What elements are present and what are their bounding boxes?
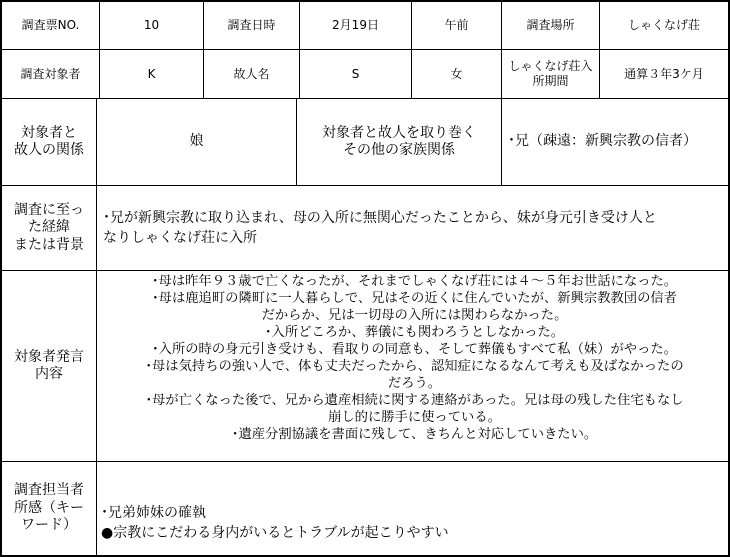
- deceased-label: 故人名: [204, 50, 300, 99]
- family-relation-label: [297, 99, 502, 186]
- statement-label: [2, 271, 97, 462]
- statement-line: ･母は昨年９３歳で亡くなったが、それまでしゃくなげ荘には４～５年お世話になった。: [151, 274, 678, 289]
- background-label-line-1: 調査に至っ: [14, 201, 84, 218]
- background-label-line-2: た経緯: [28, 219, 70, 236]
- stay-period-label: [502, 50, 600, 99]
- statement-line: ･母は気持ちの強い人で、体も丈夫だったから、認知症になるなんて考えも及ばなかったの: [145, 359, 684, 374]
- stay-period-value: 通算３年3ケ月: [600, 50, 728, 99]
- survey-no-label: 調査票NO.: [2, 2, 100, 50]
- statement-line: ･母は鹿追町の隣町に一人暮らしで、兄はその近くに住んでいたが、新興宗教教団の信者: [152, 291, 677, 306]
- keyword-line-1: ･兄弟姉妹の確執: [101, 505, 206, 521]
- survey-place-label: 調査場所: [502, 2, 600, 50]
- background-label: [2, 186, 97, 271]
- statement-line: 崩し的に勝手に使っている。: [328, 410, 501, 425]
- stay-period-label-line-2: 所期間: [532, 74, 569, 88]
- survey-date-label: 調査日時: [204, 2, 300, 50]
- subject-value: K: [100, 50, 204, 99]
- statement-line: ･母が亡くなった後で、兄から遺産相続に関する連絡があった。兄は母の残した住宅もなし: [145, 393, 684, 408]
- keywords-label-line-2: 所感（キー: [14, 499, 84, 516]
- background-line-1: ･兄が新興宗教に取り込まれ、母の入所に無関心だったことから、妹が身元引き受け人と: [103, 210, 657, 226]
- survey-place-value: しゃくなげ荘: [600, 2, 728, 50]
- background-line-2: なりしゃくなげ荘に入所: [103, 230, 257, 246]
- relation-value: 娘: [97, 99, 297, 186]
- family-relation-value: ･兄（疎遠：新興宗教の信者）: [502, 99, 728, 186]
- statement-text: [97, 271, 728, 462]
- deceased-value: S: [300, 50, 412, 99]
- family-relation-label-line-2: その他の家族関係: [343, 142, 455, 158]
- survey-time-value: 午前: [412, 2, 502, 50]
- keywords-text: [97, 462, 728, 555]
- background-label-line-3: または背景: [14, 236, 84, 253]
- statement-line: ･遺産分割協議を書面に残して、きちんと対応していきたい。: [231, 427, 598, 442]
- statement-line: だからか、兄は一切母の入所には関わらなかった。: [261, 308, 568, 323]
- keyword-line-2: ●宗教にこだわる身内がいるとトラブルが起こりやすい: [101, 525, 449, 541]
- statement-label-line-1: 対象者発言: [14, 348, 84, 365]
- relation-label-line-2: 故人の関係: [14, 142, 84, 158]
- keywords-label-line-3: ワード）: [21, 517, 77, 534]
- statement-line: ･入所どころか、葬儀にも関わろうとしなかった。: [264, 325, 565, 340]
- statement-label-line-2: 内容: [35, 366, 63, 382]
- statement-line: ･入所の時の身元引き受けも、看取りの同意も、そして葬儀もすべて私（妹）がやった。: [152, 342, 677, 357]
- relation-label-line-1: 対象者と: [21, 124, 77, 141]
- subject-label: 調査対象者: [2, 50, 100, 99]
- relation-label: [2, 99, 97, 186]
- survey-no-value: 10: [100, 2, 204, 50]
- keywords-label: [2, 462, 97, 555]
- statement-line: だろう。: [387, 376, 442, 391]
- stay-period-label-line-1: しゃくなげ荘入: [508, 59, 593, 73]
- background-text: [97, 186, 728, 271]
- deceased-sex-value: 女: [412, 50, 502, 99]
- family-relation-label-line-1: 対象者と故人を取り巻く: [322, 124, 476, 141]
- keywords-label-line-1: 調査担当者: [14, 482, 84, 499]
- survey-date-value: 2月19日: [300, 2, 412, 50]
